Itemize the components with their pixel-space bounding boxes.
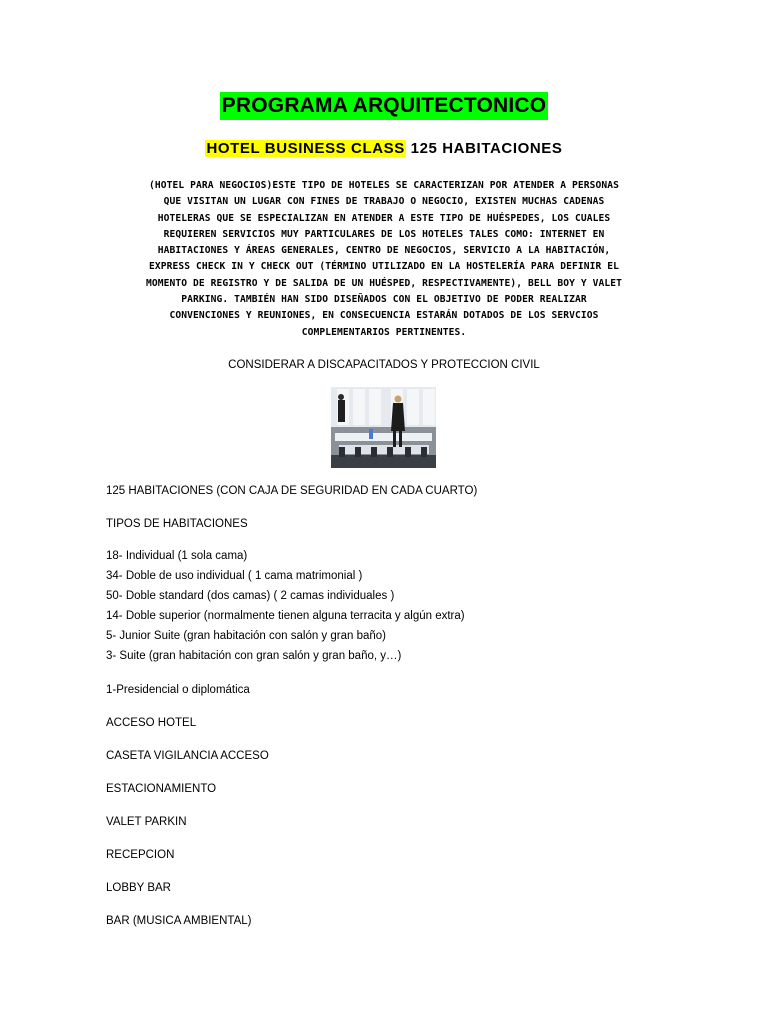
subtitle (205, 140, 562, 157)
list-item: 34- Doble de uso individual ( 1 cama matrimonial ) (106, 570, 363, 582)
area-item: LOBBY BAR (106, 882, 171, 894)
business-meeting-photo (331, 387, 436, 468)
area-item: VALET PARKIN (106, 816, 187, 828)
list-item: 5- Junior Suite (gran habitación con salón y gran baño) (106, 630, 387, 642)
subtitle-highlight: HOTEL BUSINESS CLASS (206, 140, 405, 157)
area-item: ACCESO HOTEL (106, 717, 197, 729)
room-types-heading: TIPOS DE HABITACIONES (106, 518, 248, 530)
subtitle-block (0, 139, 768, 159)
subtitle-rest: 125 HABITACIONES (405, 140, 563, 157)
list-item: 14- Doble superior (normalmente tienen alguna terracita y algún extra) (106, 610, 465, 622)
list-item: 3- Suite (gran habitación con gran salón y gran baño, y…) (106, 650, 402, 662)
rooms-heading: 125 HABITACIONES (CON CAJA DE SEGURIDAD EN CADA CUARTO) (106, 485, 478, 497)
intro-line: EXPRESS CHECK IN Y CHECK OUT (TÉRMINO UTILIZADO EN LA HOSTELERÍA PARA DEFINIR EL (148, 261, 620, 273)
room-types-list (106, 546, 465, 666)
intro-line: MOMENTO DE REGISTRO Y DE SALIDA DE UN HUÉSPED, RESPECTIVAMENTE), BELL BOY Y VALET (146, 277, 622, 289)
intro-line: COMPLEMENTARIOS PERTINENTES. (301, 326, 467, 338)
intro-line: CONVENCIONES Y REUNIONES, EN CONSECUENCIA ESTARÁN DOTADOS DE LOS SERVCIOS (169, 310, 599, 322)
title-block (0, 92, 768, 120)
area-item: CASETA VIGILANCIA ACCESO (106, 750, 269, 762)
list-item: 18- Individual (1 sola cama) (106, 550, 248, 562)
area-item: BAR (MUSICA AMBIENTAL) (106, 915, 252, 927)
page-title: PROGRAMA ARQUITECTONICO (220, 92, 549, 120)
area-item: ESTACIONAMIENTO (106, 783, 217, 795)
area-item: RECEPCION (106, 849, 175, 861)
intro-line: QUE VISITAN UN LUGAR CON FINES DE TRABAJO O NEGOCIO, EXISTEN MUCHAS CADENAS (163, 196, 605, 208)
presidential-suite: 1-Presidencial o diplomática (106, 684, 250, 696)
intro-line: (HOTEL PARA NEGOCIOS)ESTE TIPO DE HOTELES SE CARACTERIZAN POR ATENDER A PERSONAS (148, 180, 620, 191)
intro-line: PARKING. TAMBIÉN HAN SIDO DISEÑADOS CON EL OBJETIVO DE PODER REALIZAR (181, 294, 587, 306)
intro-paragraph (108, 178, 660, 341)
list-item: 50- Doble standard (dos camas) ( 2 camas individuales ) (106, 590, 395, 602)
intro-line: HOTELERAS QUE SE ESPECIALIZAN EN ATENDER A ESTE TIPO DE HUÉSPEDES, LOS CUALES (157, 212, 611, 224)
consider-note: CONSIDERAR A DISCAPACITADOS Y PROTECCION CIVIL (228, 359, 540, 371)
intro-line: HABITACIONES Y ÁREAS GENERALES, CENTRO DE NEGOCIOS, SERVICIO A LA HABITACIÓN, (157, 245, 611, 257)
intro-line: REQUIEREN SERVICIOS MUY PARTICULARES DE LOS HOTELES TALES COMO: INTERNET EN (163, 228, 605, 240)
